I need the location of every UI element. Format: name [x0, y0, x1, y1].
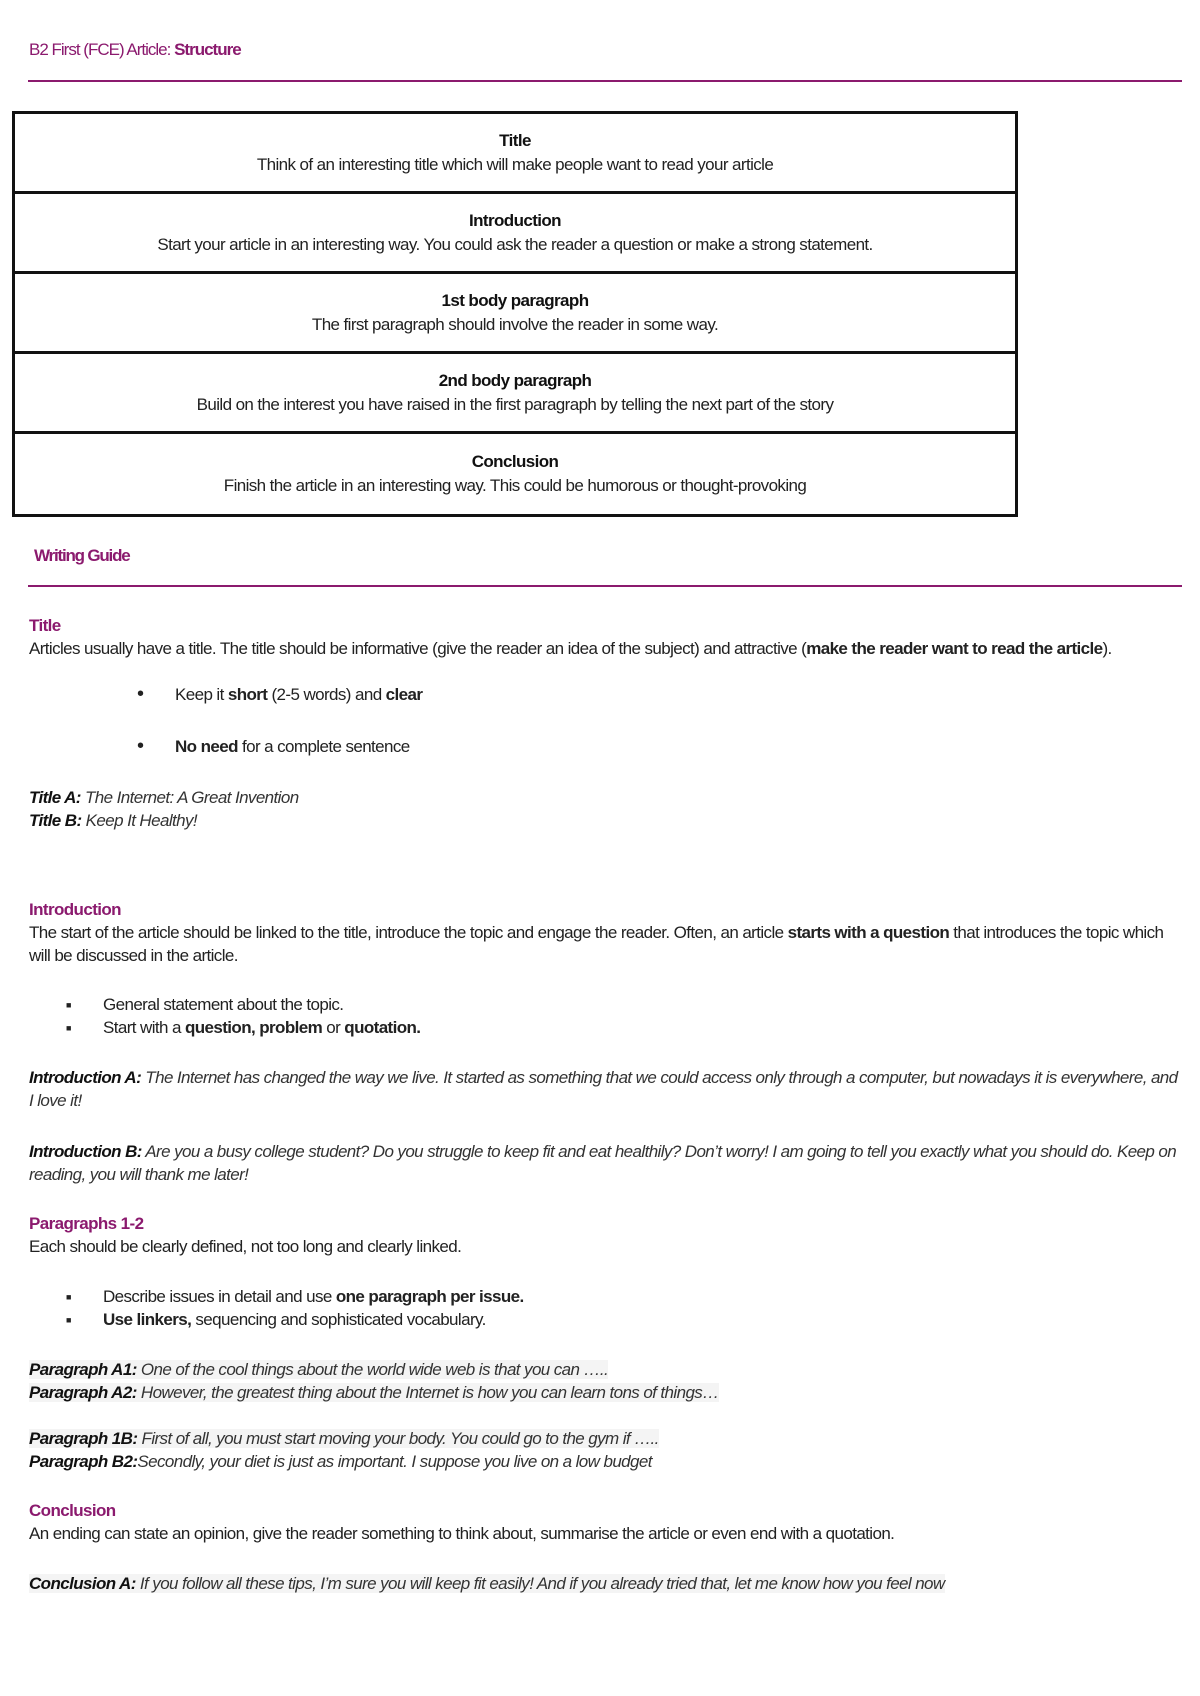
title-example-a: Title A: The Internet: A Great Invention	[29, 788, 299, 807]
list-item: ■ Start with a question, problem or quotation.	[29, 1016, 1179, 1039]
structure-heading: Conclusion	[471, 452, 559, 471]
structure-row-body-2	[15, 354, 1015, 434]
list-item: • No need for a complete sentence	[29, 735, 1179, 758]
title-tips-list	[29, 683, 1179, 706]
structure-row-introduction	[15, 194, 1015, 274]
document-header	[29, 40, 241, 60]
header-prefix: B2 First (FCE) Article:	[29, 40, 175, 59]
structure-table	[12, 111, 1018, 517]
structure-row-body-1	[15, 274, 1015, 354]
introduction-example-a: Introduction A: The Internet has changed the way we live. It started as something that we could access only through a computer, but nowadays it is everywhere, and I love it!	[29, 1068, 1178, 1110]
list-item: • Keep it short (2-5 words) and clear	[29, 683, 1179, 706]
structure-heading: Title	[499, 130, 531, 150]
introduction-tips-list	[29, 993, 1179, 1039]
introduction-example-b: Introduction B: Are you a busy college student? Do you struggle to keep fit and eat healthily? Don’t worry! I am going to tell you exactly what you should do. Keep on reading, you will thank me later!	[29, 1142, 1177, 1184]
paragraph-example-a2: Paragraph A2: However, the greatest thing about the Internet is how you can learn tons of things…	[29, 1383, 719, 1402]
structure-description: Think of an interesting title which will make people want to read your article	[256, 154, 774, 174]
structure-description: Finish the article in an interesting way. This could be humorous or thought-provoking	[223, 476, 807, 495]
header-title: Structure	[174, 40, 241, 59]
conclusion-example-a: Conclusion A: If you follow all these tips, I’m sure you will keep fit easily! And if you already tried that, let me know how you feel now	[29, 1574, 945, 1593]
writing-guide-title: Writing Guide	[34, 546, 130, 565]
structure-description: Start your article in an interesting way. You could ask the reader a question or make a strong statement.	[157, 234, 873, 254]
section-heading-paragraphs: Paragraphs 1-2	[29, 1214, 144, 1233]
title-explanation: Articles usually have a title. The title should be informative (give the reader an idea of the subject) and attractive (make the reader want to read the article).	[29, 639, 1112, 658]
section-heading-introduction: Introduction	[29, 900, 121, 919]
guide-divider	[28, 585, 1182, 587]
structure-row-conclusion	[15, 434, 1015, 514]
section-heading-title: Title	[29, 616, 61, 635]
list-item: ■ Use linkers, sequencing and sophisticated vocabulary.	[29, 1308, 1179, 1331]
header-divider	[28, 80, 1182, 82]
conclusion-explanation: An ending can state an opinion, give the reader something to think about, summarise the article or even end with a quotation.	[29, 1524, 895, 1543]
structure-description: The first paragraph should involve the reader in some way.	[311, 314, 719, 334]
paragraphs-tips-list	[29, 1285, 1179, 1331]
structure-heading: Introduction	[469, 210, 561, 230]
structure-heading: 1st body paragraph	[441, 290, 589, 310]
structure-description: Build on the interest you have raised in the first paragraph by telling the next part of the story	[196, 394, 834, 414]
paragraph-example-a1: Paragraph A1: One of the cool things about the world wide web is that you can …..	[29, 1360, 609, 1379]
list-item: ■ General statement about the topic.	[29, 993, 1179, 1016]
paragraph-example-b2: Paragraph B2:Secondly, your diet is just as important. I suppose you live on a low budget	[29, 1452, 652, 1471]
introduction-explanation: The start of the article should be linked to the title, introduce the topic and engage the reader. Often, an article starts with a question that introduces the topic which will be discussed in the article.	[29, 923, 1164, 965]
structure-row-title	[15, 114, 1015, 194]
paragraph-example-b1: Paragraph 1B: First of all, you must start moving your body. You could go to the gym if …..	[29, 1429, 659, 1448]
writing-guide-content	[29, 614, 1179, 1595]
paragraphs-explanation: Each should be clearly defined, not too long and clearly linked.	[29, 1237, 462, 1256]
title-tips-list-2	[29, 735, 1179, 758]
section-heading-conclusion: Conclusion	[29, 1501, 116, 1520]
structure-heading: 2nd body paragraph	[438, 370, 592, 390]
title-example-b: Title B: Keep It Healthy!	[29, 811, 197, 830]
list-item: ■ Describe issues in detail and use one paragraph per issue.	[29, 1285, 1179, 1308]
